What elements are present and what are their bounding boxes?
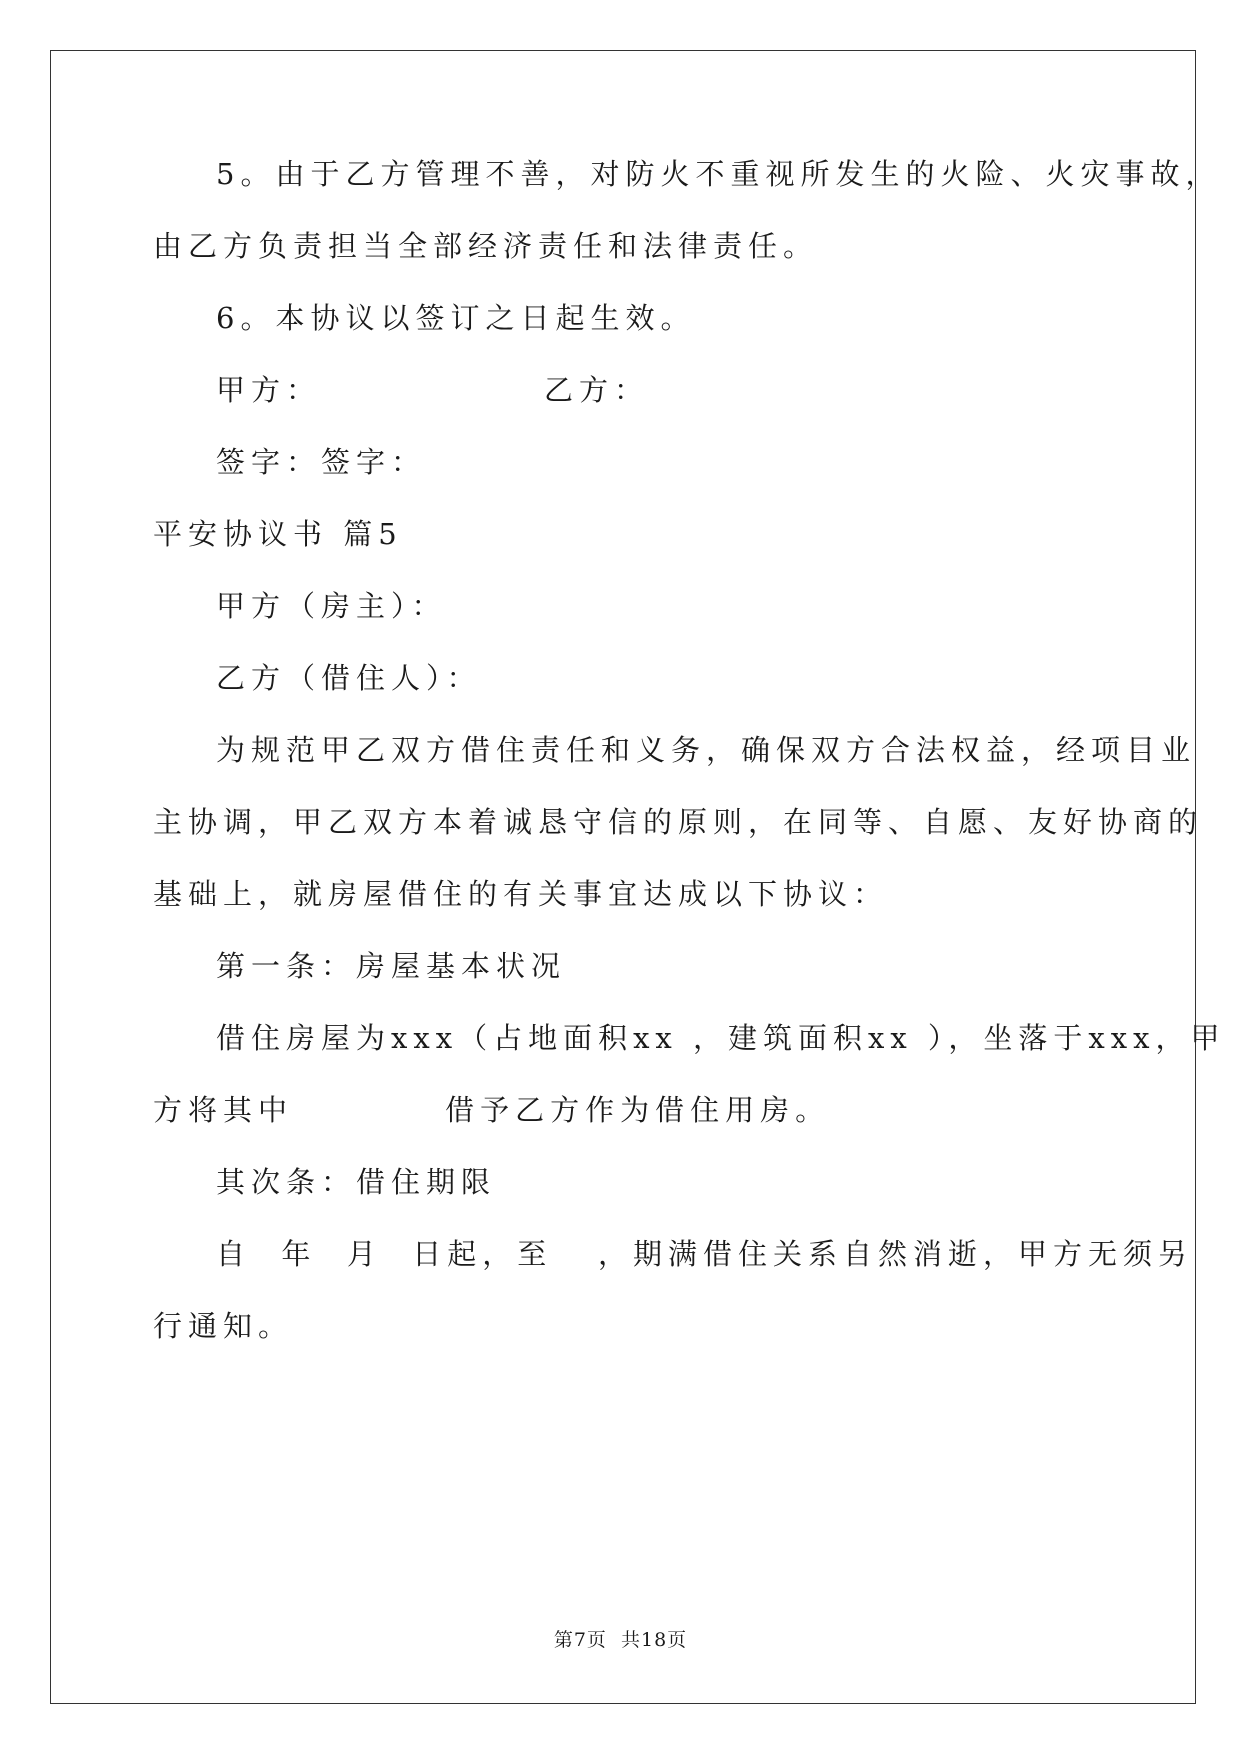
clause-6: 6。本协议以签订之日起生效。 [216, 301, 696, 335]
landlord-label: 甲方（房主）： [216, 589, 447, 623]
preamble-line-1: 为规范甲乙双方借住责任和义务，确保双方合法权益，经项目业 [216, 733, 1197, 767]
party-a-label: 甲方： [216, 373, 322, 407]
article-2-line-1: 自 年 月 日起，至 ，期满借住关系自然消逝，甲方无须另 [216, 1237, 1193, 1271]
article-2-line-2: 行通知。 [153, 1309, 294, 1343]
party-b-label: 乙方： [544, 373, 650, 407]
article-1-line-2: 方将其中 借予乙方作为借住用房。 [153, 1093, 831, 1127]
article-1-line-1: 借住房屋为xxx（占地面积xx ，建筑面积xx ），坐落于xxx，甲 [216, 1021, 1226, 1055]
page-number: 第7页 共18页 [553, 1629, 688, 1651]
section-title: 平安协议书 篇5 [153, 517, 403, 551]
clause-5-line-1: 5。由于乙方管理不善，对防火不重视所发生的火险、火灾事故， [216, 157, 1221, 191]
clause-5-line-2: 由乙方负责担当全部经济责任和法律责任。 [153, 229, 819, 263]
preamble-line-2: 主协调，甲乙双方本着诚恳守信的原则，在同等、自愿、友好协商的 [153, 805, 1204, 839]
signature-labels: 签字：签字： [216, 445, 427, 479]
article-1-heading: 第一条：房屋基本状况 [216, 949, 567, 983]
article-2-heading: 其次条：借住期限 [216, 1165, 497, 1199]
preamble-line-3: 基础上，就房屋借住的有关事宜达成以下协议： [153, 877, 889, 911]
borrower-label: 乙方（借住人）： [216, 661, 482, 695]
